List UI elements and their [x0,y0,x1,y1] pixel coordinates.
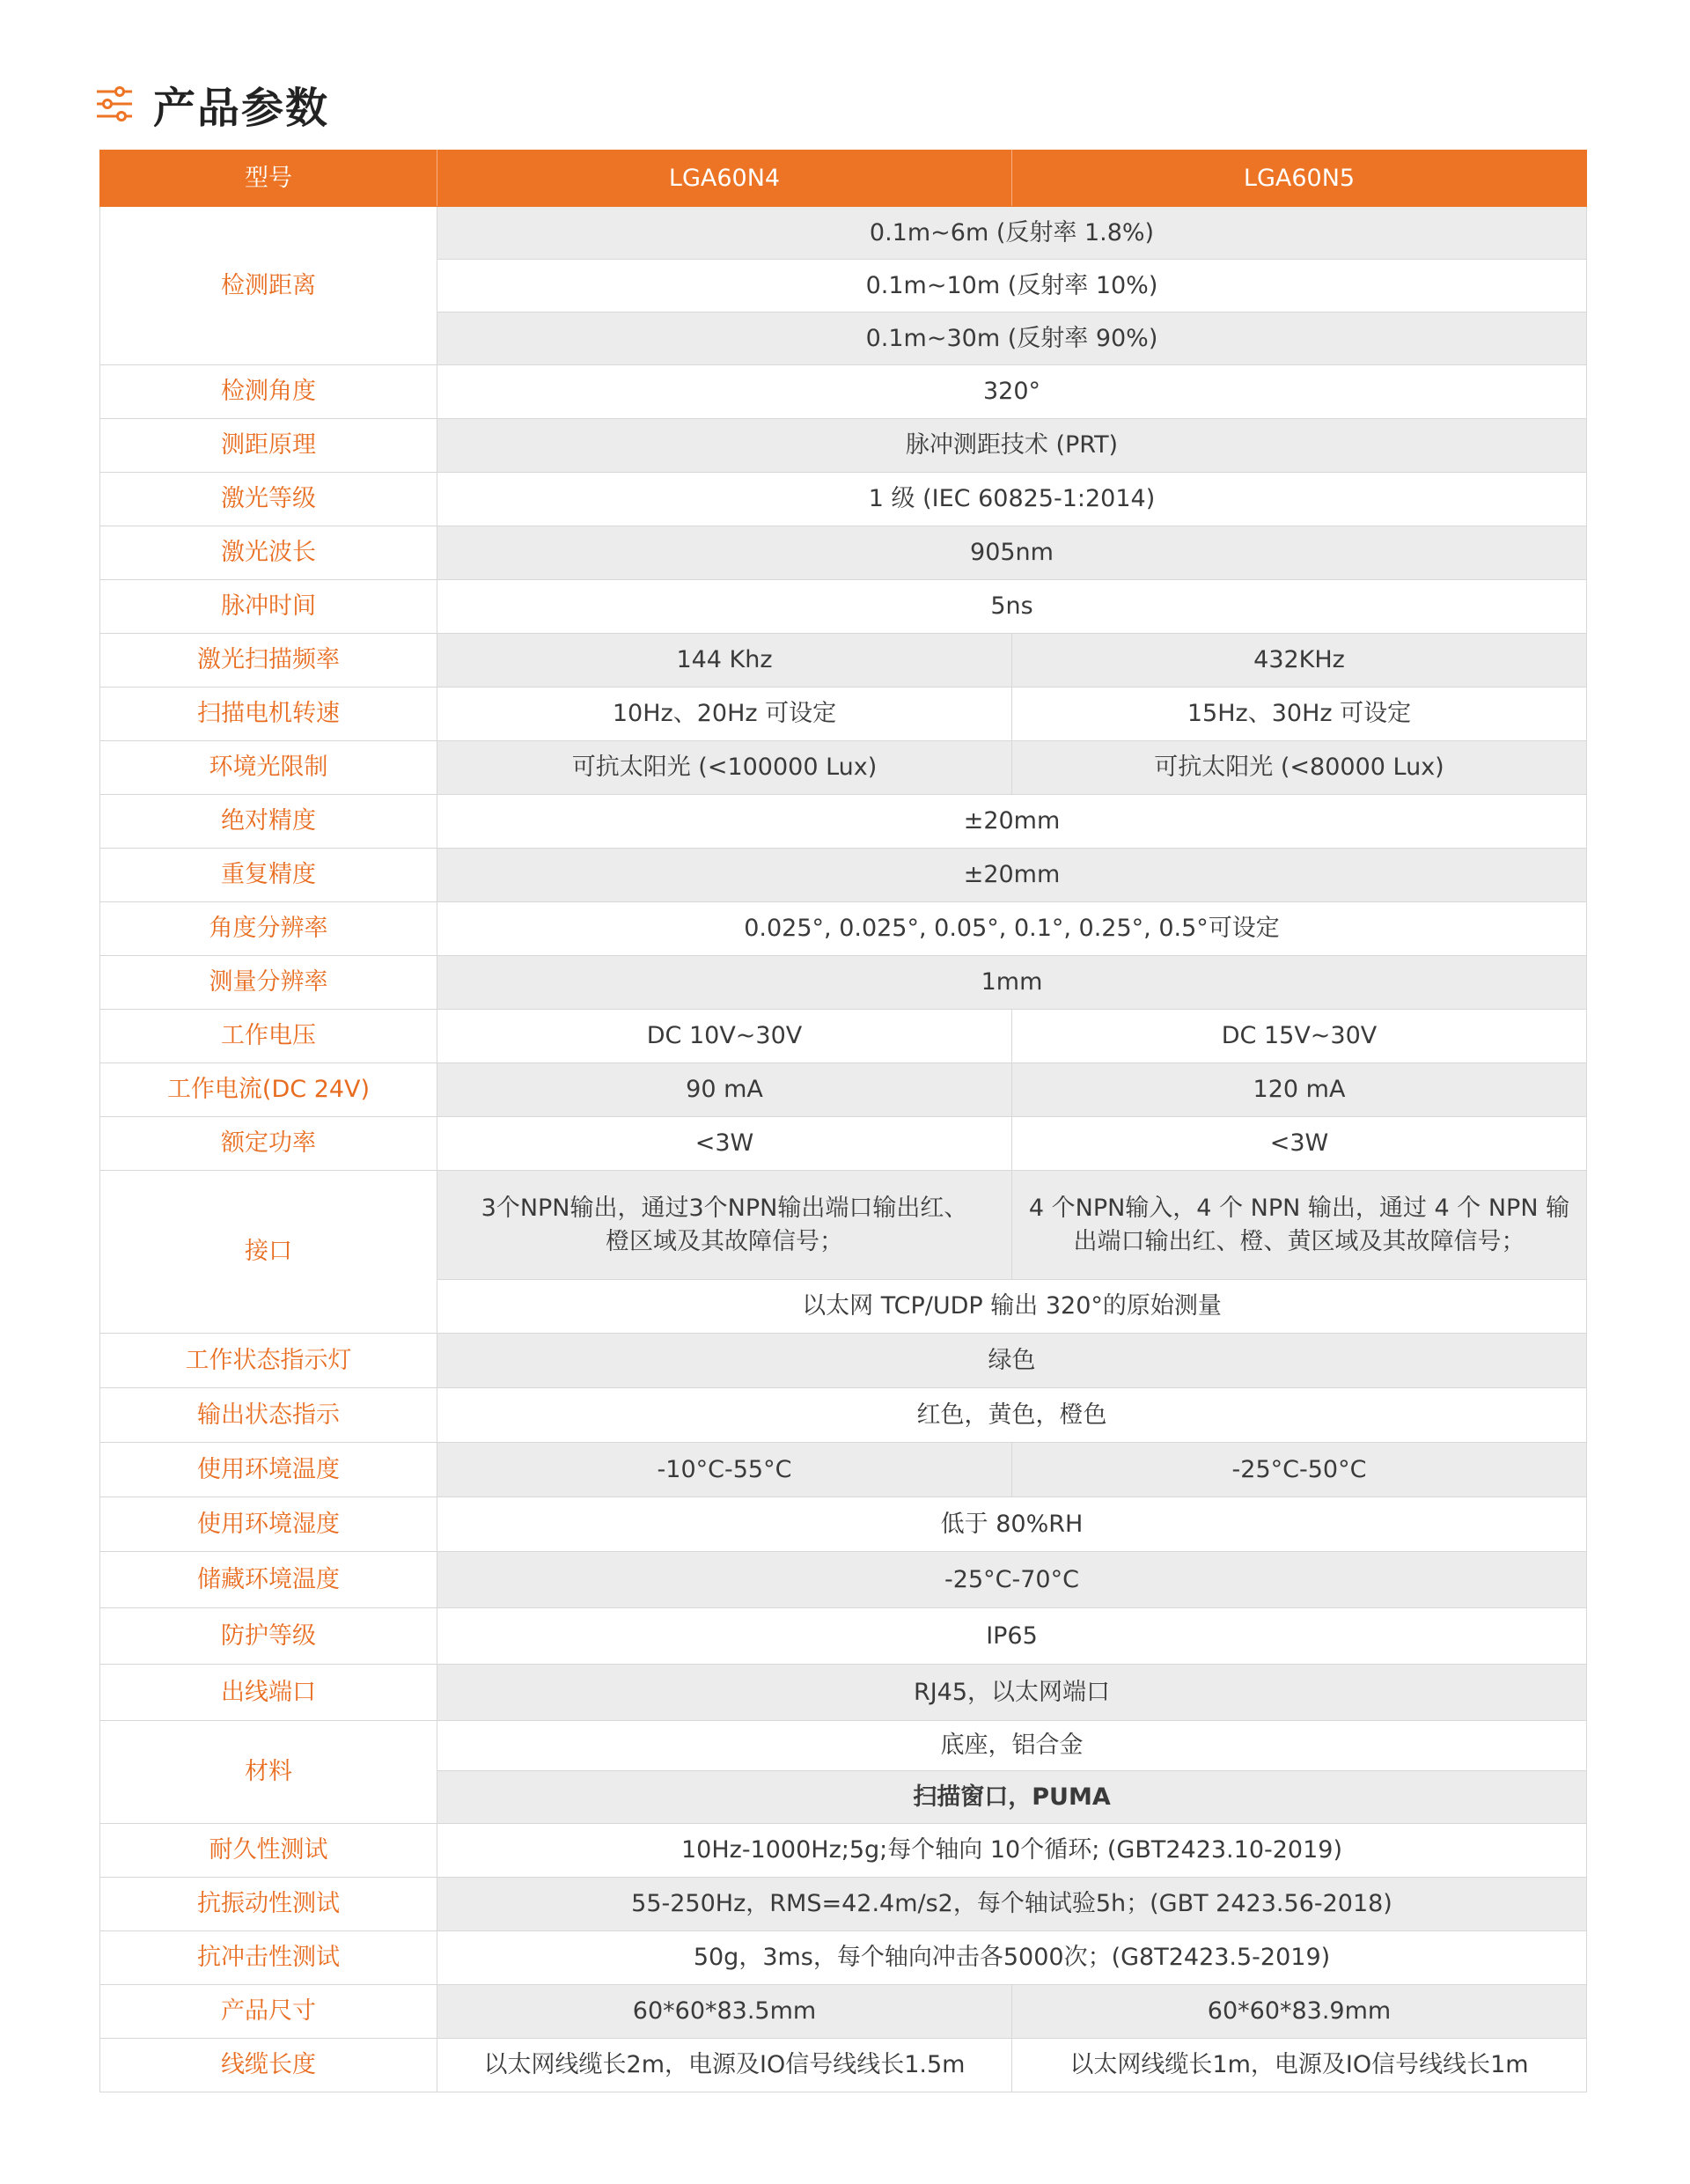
row-label: 工作电压 [100,1010,437,1063]
row-label: 扫描电机转速 [100,688,437,741]
cell-value: 0.1m~6m (反射率 1.8%) [437,207,1587,260]
row-label: 使用环境湿度 [100,1497,437,1552]
cell-value-lga60n5: DC 15V~30V [1012,1010,1587,1063]
cell-value: 55-250Hz，RMS=42.4m/s2，每个轴试验5h；(GBT 2423.56-2018) [437,1878,1587,1931]
cell-value: 红色，黄色，橙色 [437,1388,1587,1443]
table-row [100,1117,1587,1171]
row-label: 材料 [100,1721,437,1824]
table-row [100,419,1587,473]
row-label: 出线端口 [100,1665,437,1721]
cell-value: 低于 80%RH [437,1497,1587,1552]
row-label: 输出状态指示 [100,1388,437,1443]
row-label: 产品尺寸 [100,1985,437,2039]
cell-value: 扫描窗口，PUMA [437,1771,1587,1824]
row-label: 抗冲击性测试 [100,1931,437,1985]
cell-value-lga60n5: 120 mA [1012,1063,1587,1117]
cell-value: 50g，3ms，每个轴向冲击各5000次；(G8T2423.5-2019) [437,1931,1587,1985]
table-header-row [100,151,1587,207]
row-label: 激光等级 [100,473,437,526]
table-row [100,1665,1587,1721]
row-label: 抗振动性测试 [100,1878,437,1931]
table-row [100,741,1587,795]
row-label: 脉冲时间 [100,580,437,634]
row-label: 检测距离 [100,207,437,365]
table-row [100,902,1587,956]
cell-value: 0.1m~30m (反射率 90%) [437,313,1587,365]
row-label: 激光扫描频率 [100,634,437,688]
spec-table [99,150,1587,2092]
table-row [100,1388,1587,1443]
cell-value: 1mm [437,956,1587,1010]
cell-value: 1 级 (IEC 60825-1:2014) [437,473,1587,526]
table-row [100,849,1587,902]
cell-value-lga60n4: 3个NPN输出，通过3个NPN输出端口输出红、橙区域及其故障信号； [437,1171,1012,1280]
cell-value: 320° [437,365,1587,419]
table-row [100,365,1587,419]
cell-value: IP65 [437,1608,1587,1665]
row-label: 接口 [100,1171,437,1334]
row-label: 工作电流(DC 24V) [100,1063,437,1117]
table-row [100,2039,1587,2092]
table-row [100,634,1587,688]
cell-value: -25°C-70°C [437,1552,1587,1608]
header-model: 型号 [100,151,437,207]
cell-value-lga60n5: 以太网线缆长1m，电源及IO信号线线长1m [1012,2039,1587,2092]
cell-value-lga60n4: 144 Khz [437,634,1012,688]
cell-value-lga60n5: -25°C-50°C [1012,1443,1587,1497]
table-row [100,688,1587,741]
cell-value-lga60n4: DC 10V~30V [437,1010,1012,1063]
cell-value-lga60n4: 90 mA [437,1063,1012,1117]
row-label: 重复精度 [100,849,437,902]
table-row [100,1010,1587,1063]
cell-value: ±20mm [437,849,1587,902]
row-label: 线缆长度 [100,2039,437,2092]
sliders-icon [95,86,134,121]
cell-value: 脉冲测距技术 (PRT) [437,419,1587,473]
row-label: 储藏环境温度 [100,1552,437,1608]
cell-value-lga60n5: <3W [1012,1117,1587,1171]
table-row [100,795,1587,849]
header-lga60n5: LGA60N5 [1012,151,1587,207]
table-row [100,1931,1587,1985]
header-lga60n4: LGA60N4 [437,151,1012,207]
table-row [100,526,1587,580]
row-label: 环境光限制 [100,741,437,795]
cell-value-lga60n5: 可抗太阳光 (<80000 Lux) [1012,741,1587,795]
row-label: 耐久性测试 [100,1824,437,1878]
row-label: 工作状态指示灯 [100,1334,437,1388]
cell-value: 10Hz-1000Hz;5g;每个轴向 10个循环; (GBT2423.10-2019) [437,1824,1587,1878]
table-row [100,1552,1587,1608]
cell-value: RJ45，以太网端口 [437,1665,1587,1721]
cell-value: 5ns [437,580,1587,634]
table-row [100,1334,1587,1388]
cell-value-lga60n4: <3W [437,1117,1012,1171]
cell-value-lga60n5: 60*60*83.9mm [1012,1985,1587,2039]
cell-value-lga60n4: 可抗太阳光 (<100000 Lux) [437,741,1012,795]
cell-value-lga60n4: -10°C-55°C [437,1443,1012,1497]
table-row [100,1443,1587,1497]
cell-value: ±20mm [437,795,1587,849]
row-label: 测距原理 [100,419,437,473]
cell-value: 底座，铝合金 [437,1721,1587,1771]
table-row [100,1171,1587,1280]
cell-value-lga60n5: 432KHz [1012,634,1587,688]
row-label: 角度分辨率 [100,902,437,956]
table-row [100,580,1587,634]
cell-value-lga60n4: 10Hz、20Hz 可设定 [437,688,1012,741]
table-row [100,207,1587,260]
row-label: 测量分辨率 [100,956,437,1010]
cell-value: 0.1m~10m (反射率 10%) [437,260,1587,313]
table-row [100,1497,1587,1552]
row-label: 激光波长 [100,526,437,580]
table-row [100,1824,1587,1878]
cell-value: 0.025°, 0.025°, 0.05°, 0.1°, 0.25°, 0.5°可设定 [437,902,1587,956]
cell-value-lga60n5: 4 个NPN输入，4 个 NPN 输出，通过 4 个 NPN 输出端口输出红、橙、黄区域及其故障信号； [1012,1171,1587,1280]
table-row [100,1721,1587,1771]
row-label: 使用环境温度 [100,1443,437,1497]
row-label: 防护等级 [100,1608,437,1665]
cell-value-lga60n5: 15Hz、30Hz 可设定 [1012,688,1587,741]
cell-value-lga60n4: 以太网线缆长2m，电源及IO信号线线长1.5m [437,2039,1012,2092]
table-row [100,473,1587,526]
table-row [100,1985,1587,2039]
row-label: 绝对精度 [100,795,437,849]
cell-value-lga60n4: 60*60*83.5mm [437,1985,1012,2039]
table-row [100,956,1587,1010]
row-label: 检测角度 [100,365,437,419]
page-title: 产品参数 [153,83,330,133]
table-row [100,1608,1587,1665]
table-row [100,1063,1587,1117]
cell-value: 绿色 [437,1334,1587,1388]
section-header [95,77,330,133]
cell-value: 905nm [437,526,1587,580]
table-row [100,1878,1587,1931]
row-label: 额定功率 [100,1117,437,1171]
cell-value: 以太网 TCP/UDP 输出 320°的原始测量 [437,1280,1587,1334]
